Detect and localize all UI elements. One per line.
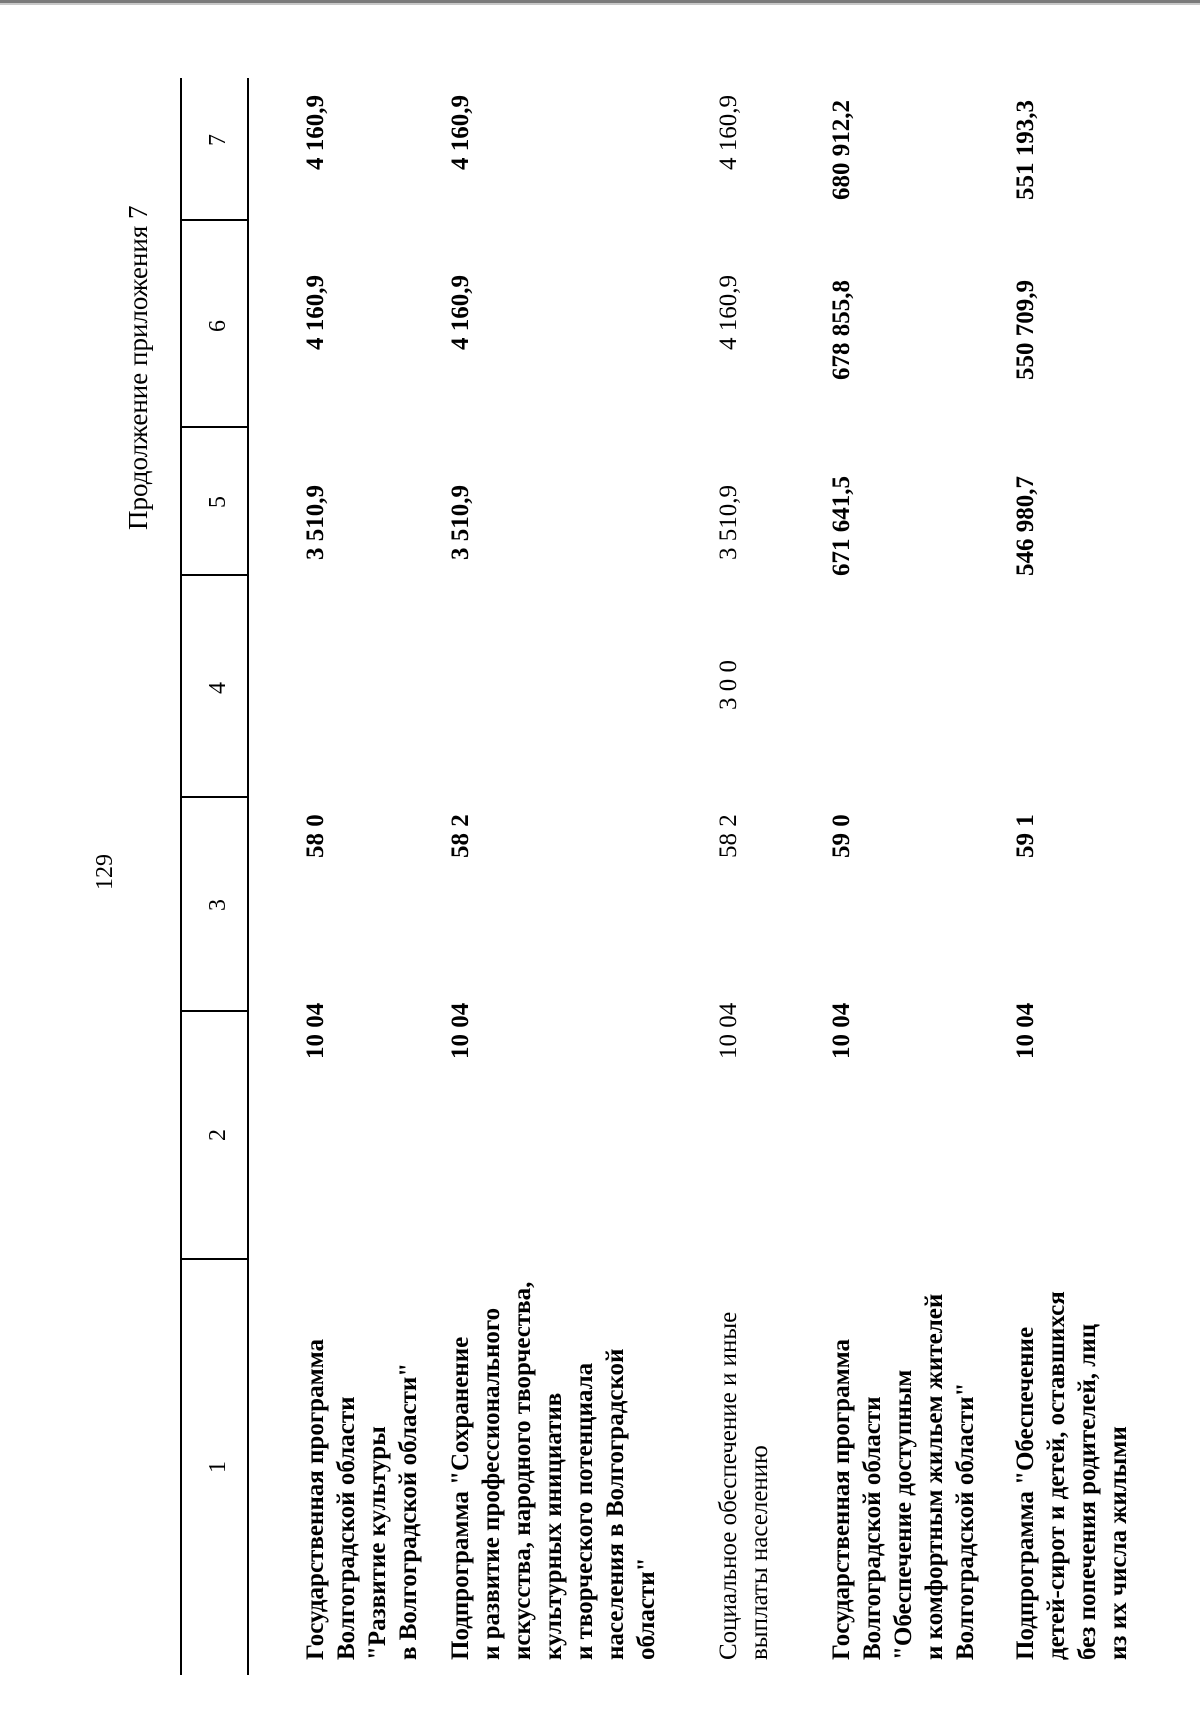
col-header-4: 4 [205,682,231,694]
row-3-name: Социальное обеспечение и иные выплаты населению [715,1311,773,1660]
row-4-c7: 680 912,2 [828,100,855,200]
col-divider-4 [180,574,249,576]
row-1-c7: 4 160,9 [302,95,329,170]
col-header-2: 2 [205,1129,231,1141]
row-2-c7: 4 160,9 [447,95,474,170]
col-header-5: 5 [205,496,231,508]
col-divider-6 [180,219,249,221]
row-5-c2: 10 04 [1012,1002,1039,1059]
row-2-name: Подпрограмма "Сохранение и развитие профессионального искусства, народного творчества, культурных инициатив и творческого потенциала населения в Волгоградской области" [447,1281,660,1660]
col-divider-1 [180,1258,249,1260]
row-2-c6: 4 160,9 [447,275,474,350]
row-4-c3: 59 0 [828,814,855,858]
col-divider-3 [180,796,249,798]
row-2-c5: 3 510,9 [447,485,474,560]
row-4-name: Государственная программа Волгоградской области "Обеспечение доступным и комфортным жильем жителей Волгоградской области" [828,1293,979,1660]
row-1-name: Государственная программа Волгоградской области "Развитие культуры в Волгоградской области" [302,1339,422,1660]
row-5-c5: 546 980,7 [1012,476,1039,576]
col-header-6: 6 [205,320,231,332]
row-3-c7: 4 160,9 [715,95,742,170]
row-3-c5: 3 510,9 [715,485,742,560]
page-number: 129 [92,854,118,890]
continuation-title: Продолжение приложения 7 [123,205,153,530]
row-5-c7: 551 193,3 [1012,100,1039,200]
row-3-c3: 58 2 [715,814,742,858]
col-divider-5 [180,426,249,428]
table-header-rule [247,78,249,1675]
row-4-c6: 678 855,8 [828,280,855,380]
row-1-c3: 58 0 [302,814,329,858]
row-3-c2: 10 04 [715,1002,742,1059]
row-4-c2: 10 04 [828,1002,855,1059]
row-2-c2: 10 04 [447,1002,474,1059]
row-3-c6: 4 160,9 [715,275,742,350]
row-5-c3: 59 1 [1012,814,1039,858]
col-header-7: 7 [205,134,231,146]
row-1-c6: 4 160,9 [302,275,329,350]
row-5-c6: 550 709,9 [1012,280,1039,380]
row-1-c2: 10 04 [302,1002,329,1059]
col-divider-2 [180,1010,249,1012]
col-header-3: 3 [205,899,231,911]
row-2-c3: 58 2 [447,814,474,858]
row-3-c4: 3 0 0 [715,660,742,710]
table-top-rule [180,78,182,1675]
row-4-c5: 671 641,5 [828,476,855,576]
row-1-c5: 3 510,9 [302,485,329,560]
row-5-name: Подпрограмма "Обеспечение детей-сирот и детей, оставшихся без попечения родителей, лиц из их числа жилыми [1012,1291,1132,1660]
col-header-1: 1 [205,1461,231,1473]
